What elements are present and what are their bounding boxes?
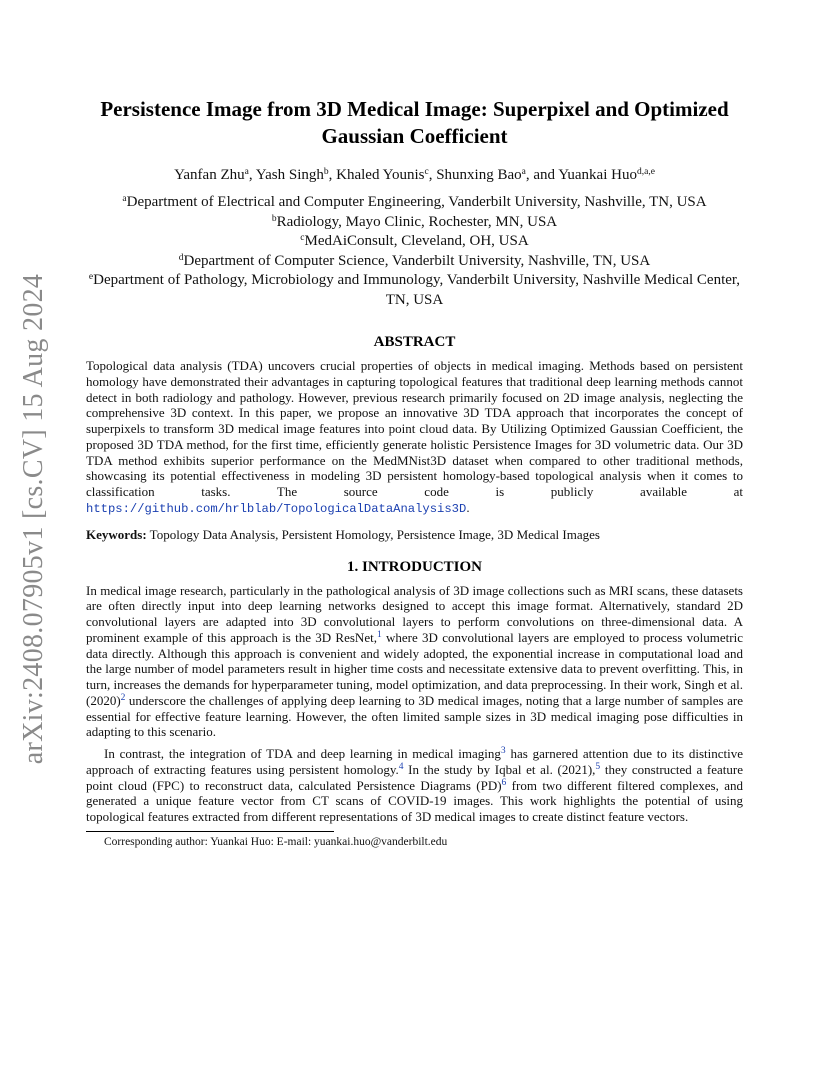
keywords-label: Keywords: [86, 526, 147, 542]
abstract-heading: ABSTRACT [373, 334, 456, 350]
author: Yuankai Huo$^{d,a,e}$ [558, 167, 655, 183]
affiliation-list [86, 193, 743, 310]
arxiv-identifier-text: arXiv:2408.07905v1 [cs.CV] 15 Aug 2024 [18, 273, 50, 765]
author-list: Yanfan Zhu$^a$, Yash Singh$^b$, Khaled Younis$^c$, Shunxing Bao$^a$, and Yuankai Huo$^{d,a,e}$ [174, 167, 655, 183]
affiliation: $^e$Department of Pathology, Microbiology and Immunology, Vanderbilt University, Nashville Medical Center, TN, USA [88, 272, 741, 308]
author: Khaled Younis$^c$ [336, 167, 429, 183]
source-code-link[interactable]: https://github.com/hrlblab/TopologicalDataAnalysis3D [86, 501, 467, 516]
citation-link[interactable]: 4 [398, 761, 404, 772]
introduction-section [86, 557, 743, 825]
footnote-divider [86, 831, 334, 832]
paragraph: In contrast, the integration of TDA and deep learning in medical imaging$^3$ has garnered attention due to its distinctive approach of extracting features using persistent homology.$^4$ In the study by Iqbal et al. (2021),$^5$ they constructed a feature point cloud (FPC) to reconstruct data, calculated Persistence Diagrams (PD)$^6$ from two different filtered complexes, and generated a unique feature vector from CT scans of COVID-19 images. This work highlights the potential of using topological features extracted from different representations of 3D medical images to create distinct feature vectors. [86, 746, 744, 824]
keywords [86, 527, 743, 543]
affiliation: $^c$MedAiConsult, Cleveland, OH, USA [300, 233, 529, 249]
citation-link[interactable]: 6 [501, 777, 507, 788]
paragraph: In medical image research, particularly in the pathological analysis of 3D image collections such as MRI scans, these datasets are often directly input into deep learning networks designed to accept this image format. Alternatively, standard 2D convolutional layers are adapted into 3D convolutional layers to perform convolutions on three-dimensional data. A prominent example of this approach is the 3D ResNet,$^1$ where 3D convolutional layers are employed to process volumetric data directly. Although this approach is convenient and widely adopted, the exponential increase in computational load and the large number of model parameters result in higher time costs and necessitate extensive data to prevent overfitting. This, in turn, increases the demands for hyperparameter tuning, model optimization, and data preprocessing. In their work, Singh et al. (2020)$^2$ underscore the challenges of applying deep learning to 3D medical images, noting that a large number of samples are essential for effective feature learning. However, the often limited sample sizes in 3D medical imaging pose difficulties in adapting to this scenario. [86, 582, 743, 740]
paper-page [86, 96, 743, 849]
section-heading: 1. INTRODUCTION [346, 558, 482, 575]
affiliation: $^b$Radiology, Mayo Clinic, Rochester, MN, USA [271, 213, 558, 230]
citation-link[interactable]: 1 [376, 629, 382, 640]
affiliation: $^a$Department of Electrical and Computer Engineering, Vanderbilt University, Nashville, TN, USA [122, 194, 707, 210]
citation-link[interactable]: 2 [120, 692, 126, 703]
author: Yash Singh$^b$ [255, 167, 329, 183]
affiliation: $^d$Department of Computer Science, Vanderbilt University, Nashville, TN, USA [178, 252, 651, 269]
citation-link[interactable]: 3 [500, 746, 506, 756]
keywords-text: Topology Data Analysis, Persistent Homology, Persistence Image, 3D Medical Images [146, 526, 600, 542]
author: Shunxing Bao$^a$ [436, 167, 526, 183]
corresponding-author-footnote: Corresponding author: Yuankai Huo: E-mail: yuankai.huo@vanderbilt.edu [104, 835, 448, 848]
abstract-text: Topological data analysis (TDA) uncovers crucial properties of objects in medical imaging. Methods based on persistent homology have demonstrated their advantages in capturing topological features that traditional deep learning methods cannot detect in both radiology and pathology. However, previous research primarily focused on 2D image analysis, neglecting the comprehensive 3D context. In this paper, we propose an innovative 3D TDA approach that incorporates the concept of superpixels to transform 3D medical image features into point cloud data. By Utilizing Optimized Gaussian Coefficient, the proposed 3D TDA method, for the first time, efficiently generate holistic Persistence Images for 3D volumetric data. Our 3D TDA method exhibits superior performance on the MedMNist3D dataset when compared to other traditional methods, showcasing its potential effectiveness in modeling 3D persistent homology-based topological analysis when it comes to classification tasks. The source code is publicly available at https://github.com/hrlblab/TopologicalDataAnalysis3D. [86, 358, 743, 516]
author: Yanfan Zhu$^a$ [174, 167, 249, 183]
citation-link[interactable]: 5 [595, 761, 601, 772]
paper-title: Persistence Image from 3D Medical Image: Superpixel and Optimized Gaussian Coefficient [100, 97, 729, 148]
abstract-section [86, 332, 743, 518]
arxiv-identifier [11, 273, 57, 765]
